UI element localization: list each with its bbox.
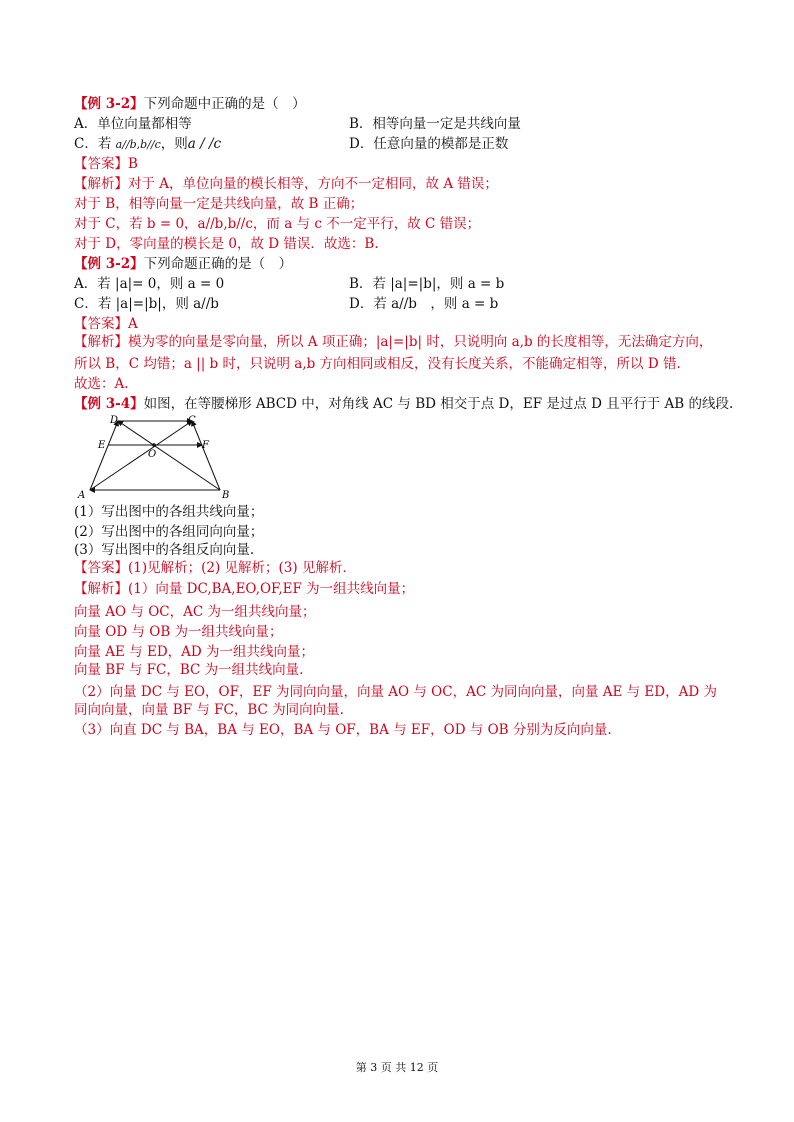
- ex1-opt-c-end: a / /c: [187, 136, 222, 152]
- ex1-analysis-2: 对于 B，相等向量一定是共线向量，故 B 正确；: [74, 196, 364, 212]
- label-e: E: [98, 440, 106, 451]
- ex1-analysis-4: 对于 D，零向量的模长是 0，故 D 错误．故选：B.: [74, 236, 379, 252]
- edge-ad: [90, 421, 118, 490]
- ex1-opt-c-pre: C．若: [74, 136, 112, 152]
- ex2-analysis-1: [74, 333, 712, 351]
- label-d: D: [110, 415, 119, 426]
- ex1-opt-c: [74, 135, 221, 154]
- label-b: B: [222, 490, 230, 501]
- ex1-tag: 【例 3-2】: [74, 96, 144, 112]
- diag-bd: [118, 421, 220, 490]
- page-footer: 第 3 页 共 12 页: [355, 1061, 439, 1074]
- ex3-answer-value: (1)见解析；(2) 见解析；(3) 见解析．: [128, 560, 356, 576]
- ex3-analysis-1-text: (1）向量 DC,BA,EO,OF,EF 为一组共线向量；: [128, 581, 415, 597]
- ex1-analysis-1: [74, 175, 498, 193]
- ex1-analysis-1-text: 对于 A，单位向量的模长相等，方向不一定相同，故 A 错误；: [128, 176, 498, 192]
- ex3-question: 如图，在等腰梯形 ABCD 中，对角线 AC 与 BD 相交于点 D，EF 是过点 D 且平行于 AB 的线段.: [143, 396, 734, 412]
- ex1-opt-b: B．相等向量一定是共线向量: [349, 116, 521, 132]
- ex3-analysis-1: [74, 580, 414, 598]
- ex1-answer-value: B: [128, 156, 138, 172]
- ex2-tag: 【例 3-2】: [74, 256, 144, 272]
- ex1-analysis-3: 对于 C，若 b = 0，a//b,b//c，而 a 与 c 不一定平行，故 C 错误；: [74, 216, 481, 232]
- ex3-answer-tag: 【答案】: [74, 560, 128, 576]
- label-a: A: [78, 490, 86, 501]
- ex2-question: 下列命题正确的是（ ）: [143, 256, 293, 272]
- ex3-analysis-tag: 【解析】: [74, 581, 128, 597]
- ex1-opt-c-post: ，则: [160, 136, 188, 152]
- ex3-analysis-6: （2）向量 DC 与 EO，OF，EF 为同向向量，向量 AO 与 OC，AC 为同向向量，向量 AE 与 ED，AD 为: [74, 684, 717, 700]
- ex2-answer-tag: 【答案】: [74, 316, 128, 332]
- trapezoid-figure: [74, 412, 244, 502]
- ex1-analysis-tag: 【解析】: [74, 176, 128, 192]
- ex3-analysis-2: 向量 AO 与 OC，AC 为一组共线向量；: [74, 604, 316, 620]
- label-f: F: [202, 440, 209, 451]
- ex2-analysis-3: 故选：A.: [74, 376, 129, 392]
- ex2-opt-c: C．若 |a|=|b|，则 a//b: [74, 296, 219, 312]
- label-c: C: [188, 415, 196, 426]
- ex2-opt-b: B．若 |a|=|b|，则 a = b: [349, 276, 505, 292]
- diag-ac: [90, 421, 192, 490]
- ex3-question-line: [74, 395, 733, 413]
- edge-bc: [192, 421, 220, 490]
- ex2-opt-d: D．若 a//b ，则 a = b: [349, 296, 499, 312]
- ex2-analysis-1-text: 模为零的向量是零向量，所以 A 项正确；|a|=|b| 时，只说明向 a,b 的长度相等，无法确定方向，: [128, 334, 713, 350]
- ex1-answer-tag: 【答案】: [74, 156, 128, 172]
- ex3-q1: (1）写出图中的各组共线向量；: [74, 504, 264, 520]
- label-o: O: [148, 449, 157, 460]
- ex1-answer: [74, 155, 138, 173]
- ex3-analysis-8: （3）向直 DC 与 BA，BA 与 EO，BA 与 OF，BA 与 EF，OD 与 OB 分别为反向向量.: [74, 722, 612, 738]
- ex2-analysis-2: 所以 B，C 均错；a || b 时，只说明 a,b 方向相同或相反，没有长度关系，不能确定相等，所以 D 错.: [74, 356, 681, 372]
- point-o: [152, 443, 156, 447]
- ex2-opt-a: A．若 |a|= 0，则 a = 0: [74, 276, 225, 292]
- ex3-q3: (3）写出图中的各组反向向量.: [74, 542, 255, 558]
- ex3-analysis-3: 向量 OD 与 OB 为一组共线向量；: [74, 624, 283, 640]
- ex2-answer: [74, 315, 138, 333]
- ex3-answer: [74, 559, 356, 577]
- ex1-question: 下列命题中正确的是（ ）: [143, 96, 306, 112]
- ex3-analysis-7: 同向向量，向量 BF 与 FC，BC 为同向向量.: [74, 702, 344, 718]
- ex2-question-line: [74, 255, 292, 273]
- ex2-analysis-tag: 【解析】: [74, 334, 128, 350]
- ex1-opt-a: A．单位向量都相等: [74, 116, 192, 132]
- ex1-opt-c-mid: a//b,b//c: [115, 138, 161, 151]
- ex3-q2: (2）写出图中的各组同向向量；: [74, 524, 264, 540]
- ex3-tag: 【例 3-4】: [74, 396, 144, 412]
- ex3-analysis-5: 向量 BF 与 FC，BC 为一组共线向量.: [74, 662, 304, 678]
- ex1-question-line: [74, 95, 306, 113]
- ex2-answer-value: A: [128, 316, 138, 332]
- ex3-analysis-4: 向量 AE 与 ED，AD 为一组共线向量；: [74, 644, 315, 660]
- ex1-opt-d: D．任意向量的模都是正数: [349, 136, 509, 152]
